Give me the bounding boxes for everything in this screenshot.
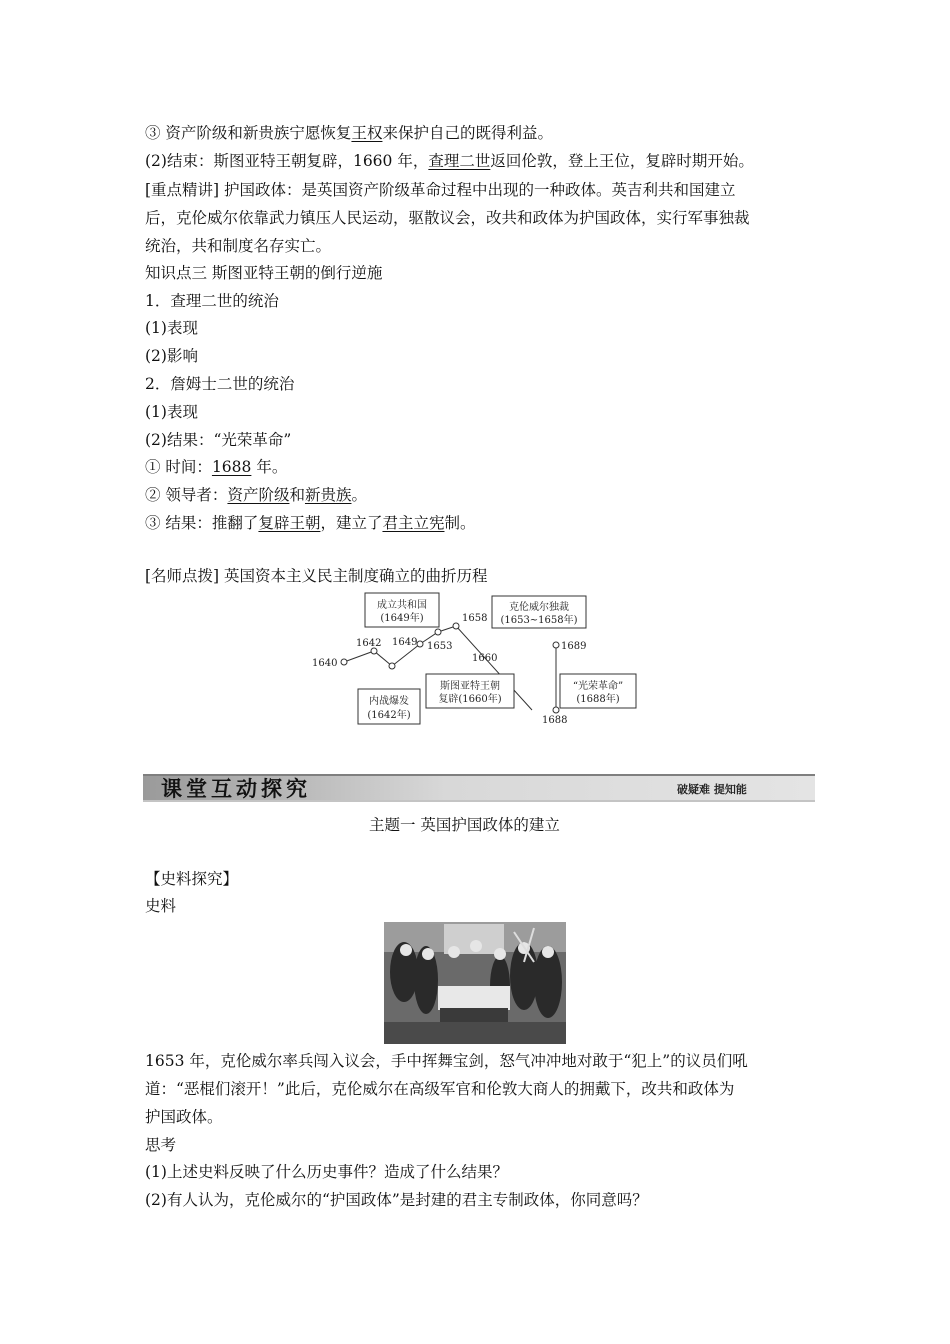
list-item: (1)表现 [145,403,198,421]
underlined-answer: 查理二世 [428,152,491,170]
box-text: 斯图亚特王朝 [440,681,500,692]
paragraph-restoration-end [145,151,754,171]
point-1688 [553,707,559,713]
underlined-answer: 复辟王朝 [258,514,321,532]
material-heading: 【史料探究】 [145,870,239,888]
box-text: (1649年) [380,613,424,624]
material-text-3: 护国政体。 [145,1108,223,1126]
text: 和 [289,486,305,504]
text: 返回伦敦，登上王位，复辟时期开始。 [490,152,754,170]
focus-line-3: 统治，共和制度名存实亡。 [145,237,332,255]
underlined-answer: 君主立宪 [382,514,445,532]
question-2: (2)有人认为，克伦威尔的“护国政体”是封建的君主专制政体，你同意吗？ [145,1191,648,1209]
point-1649 [417,641,423,647]
result-leader [145,485,367,505]
historical-illustration [384,922,566,1044]
box-text: “光荣革命” [572,681,624,692]
text: ，建立了 [320,514,383,532]
result-time [145,457,287,477]
think-label: 思考 [145,1136,177,1154]
text: 制。 [444,514,476,532]
box-text: (1642年) [367,710,411,721]
text: 。 [351,486,367,504]
year-label: 1642 [356,638,382,649]
year-label: 1689 [561,641,587,652]
year-label: 1640 [312,658,338,669]
text: ③ 资产阶级和新贵族宁愿恢复 [145,124,352,142]
point-1653 [435,629,441,635]
section-banner [143,771,815,803]
tip-heading: [名师点拨] 英国资本主义民主制度确立的曲折历程 [145,567,488,585]
text: 年。 [251,458,288,476]
section-heading: 知识点三 斯图亚特王朝的倒行逆施 [145,264,383,282]
material-text-2: 道：“恶棍们滚开！”此后，克伦威尔在高级军官和伦敦大商人的拥戴下，改共和政体为 [145,1080,735,1098]
list-item: (2)结果：“光荣革命” [145,431,292,449]
underlined-answer: 1688 [211,458,252,476]
banner-title: 课堂互动探究 [161,776,311,801]
text: 来保护自己的既得利益。 [382,124,553,142]
focus-line-1: [重点精讲] 护国政体：是英国资产阶级革命过程中出现的一种政体。英吉利共和国建立 [145,181,736,199]
list-item: (2)影响 [145,347,198,365]
timeline-diagram [310,590,650,730]
underlined-answer: 新贵族 [304,486,352,504]
list-item: 1．查理二世的统治 [145,292,279,310]
focus-line-2: 后，克伦威尔依靠武力镇压人民运动，驱散议会，改共和政体为护国政体，实行军事独裁 [145,209,750,227]
point-1640 [341,659,347,665]
box-text: 克伦威尔独裁 [509,602,569,613]
text: ① 时间： [145,458,212,476]
box-text: 复辟(1660年) [438,694,502,705]
list-item: (1)表现 [145,319,198,337]
topic-title: 主题一 英国护国政体的建立 [369,816,560,834]
point-1643 [389,663,395,669]
year-label: 1660 [472,653,498,664]
box-text: (1653~1658年) [500,615,578,626]
box-text: 成立共和国 [377,600,427,611]
list-item: 2．詹姆士二世的统治 [145,375,295,393]
point-1658 [453,623,459,629]
text: ② 领导者： [145,486,228,504]
year-label: 1653 [427,641,453,652]
text: (2)结束：斯图亚特王朝复辟，1660 年， [145,152,429,170]
year-label: 1649 [392,637,418,648]
result-outcome [145,513,476,533]
underlined-answer: 王权 [351,124,383,142]
year-label: 1688 [542,715,568,726]
box-text: (1688年) [576,694,620,705]
year-label: 1658 [462,613,488,624]
question-1: (1)上述史料反映了什么历史事件？造成了什么结果？ [145,1163,508,1181]
point-1689 [553,642,559,648]
text: ③ 结果：推翻了 [145,514,259,532]
paragraph-wangquan [145,123,553,143]
box-text: 内战爆发 [369,696,409,707]
underlined-answer: 资产阶级 [227,486,290,504]
banner-subtitle: 破疑难 提知能 [677,783,747,796]
material-text-1: 1653 年，克伦威尔率兵闯入议会，手中挥舞宝剑，怒气冲冲地对敢于“犯上”的议员们吼 [145,1052,748,1070]
material-label: 史料 [145,897,177,915]
